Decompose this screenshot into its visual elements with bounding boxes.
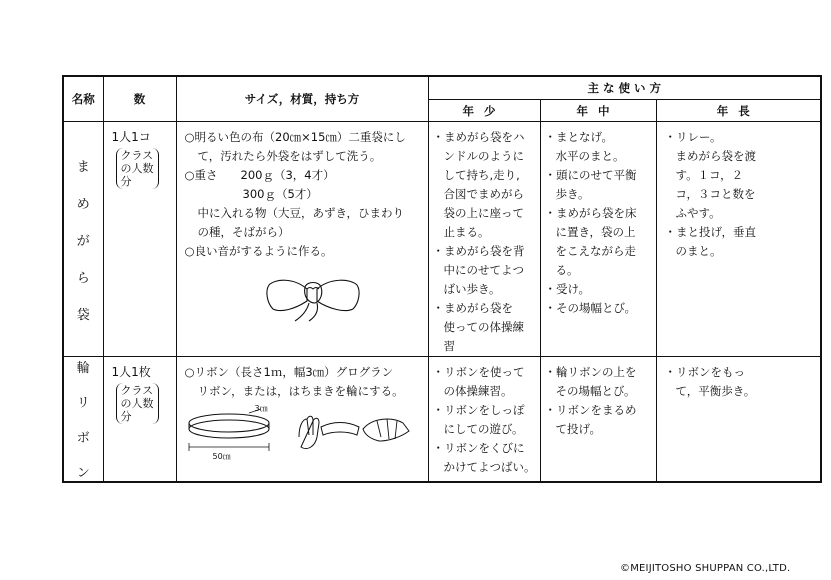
count-cell (103, 357, 176, 483)
size-line: て，汚れたら外袋をはずして洗う。 (197, 149, 382, 163)
young-usage-cell (428, 357, 540, 483)
hands-holding-ribbon-illustration (293, 407, 423, 457)
ribbon-length-label: 50㎝ (212, 452, 231, 461)
header-count: 数 (103, 76, 176, 122)
count-value: 1人1コ (111, 130, 151, 144)
old-usage-cell (656, 357, 821, 483)
ribbon-width-label: 3㎝ (254, 404, 268, 413)
size-cell (176, 357, 428, 483)
list-item: ・リボンをもっ て，平衡歩き。 (664, 365, 756, 398)
list-item: ・その場幅とび。 (544, 301, 637, 315)
size-cell (176, 122, 428, 357)
header-name: 名称 (63, 76, 103, 122)
name-char: ら (76, 270, 90, 286)
name-char: が (76, 233, 90, 249)
name-char: ボ (76, 431, 90, 446)
list-item: ・受け。 (544, 282, 591, 296)
row-name-cell (63, 122, 103, 357)
young-usage-cell (428, 122, 540, 357)
name-char: 袋 (76, 307, 90, 323)
size-line: の種，そばがら） (197, 225, 290, 239)
size-line: ○重さ 200ｇ（3，4才） (184, 168, 335, 182)
count-note (116, 148, 159, 189)
header-row-1 (63, 76, 821, 100)
list-item: ・輪リボンの上を その場幅とび。 (544, 365, 637, 398)
usage-table (62, 75, 822, 483)
count-value: 1人1枚 (111, 365, 151, 379)
row-name-vertical (64, 156, 103, 323)
header-size: サイズ，材質，持ち方 (176, 76, 428, 122)
table-row-ring-ribbon (63, 357, 821, 483)
size-line: 中に入れる物（大豆，あずき，ひまわり (197, 206, 405, 220)
name-char: ン (76, 466, 90, 481)
name-char: ま (76, 159, 90, 175)
list-item: ・リレー。 まめがら袋を渡 す。１コ，２ コ，３コと数を ふやす。 (664, 130, 756, 220)
size-line: ○良い音がするように作る。 (184, 244, 333, 258)
bag-held-illustration (263, 275, 363, 323)
header-young: 年少 (428, 100, 540, 122)
count-note-line: の人数 (120, 397, 154, 410)
list-item: ・まめがら袋を床 に置き，袋の上 をこえながら走 る。 (544, 206, 637, 277)
size-line: ○リボン（長さ1ｍ，幅3㎝）グログラン (184, 365, 394, 379)
list-item: ・まめがら袋を 使っての体操練 習 (432, 301, 524, 353)
name-char: め (76, 196, 90, 212)
list-item: ・リボンをくびに かけてよつばい。 (432, 441, 536, 474)
header-old: 年長 (656, 100, 821, 122)
list-item: ・まめがら袋を背 中にのせてよつ ばい歩き。 (432, 244, 525, 296)
old-usage-cell (656, 122, 821, 357)
table-row-mamegara (63, 122, 821, 357)
name-char: リ (76, 396, 90, 411)
middle-usage-cell (540, 357, 656, 483)
count-note-line: 分 (120, 175, 132, 188)
ribbon-illustrations (185, 404, 422, 469)
list-item: ・リボンをしっぽ にしての遊び。 (432, 403, 525, 436)
size-line: ○明るい色の布（20㎝×15㎝）二重袋にし (184, 130, 406, 144)
header-middle: 年中 (540, 100, 656, 122)
count-note-line: 分 (120, 410, 132, 423)
list-item: ・まと投げ，垂直 のまと。 (664, 225, 757, 258)
list-item: ・まめがら袋をハ ンドルのように して持ち,走り, 合図でまめがら 袋の上に座って 止まる。 (432, 130, 525, 239)
header-usage: 主 な 使 い 方 (428, 76, 821, 100)
count-cell (103, 122, 176, 357)
size-line: 300ｇ（5才） (242, 187, 318, 201)
copyright-notice: ©MEIJITOSHO SHUPPAN CO.,LTD. (620, 563, 791, 574)
count-note (116, 383, 159, 424)
middle-usage-cell (540, 122, 656, 357)
count-note-line: クラス (120, 384, 154, 397)
row-name-cell (63, 357, 103, 483)
list-item: ・頭にのせて平衡 歩き。 (544, 168, 637, 201)
name-char: 輪 (76, 361, 90, 376)
count-note-line: の人数 (120, 162, 154, 175)
list-item: ・まとなげ。 水平のまと。 (544, 130, 625, 163)
ribbon-ring-illustration (187, 407, 287, 463)
count-note-line: クラス (120, 149, 154, 162)
size-line: リボン，または，はちまきを輪にする。 (197, 384, 404, 398)
list-item: ・リボンを使って の体操練習。 (432, 365, 525, 398)
row-name-vertical (64, 357, 103, 481)
list-item: ・リボンをまるめ て投げ。 (544, 403, 637, 436)
